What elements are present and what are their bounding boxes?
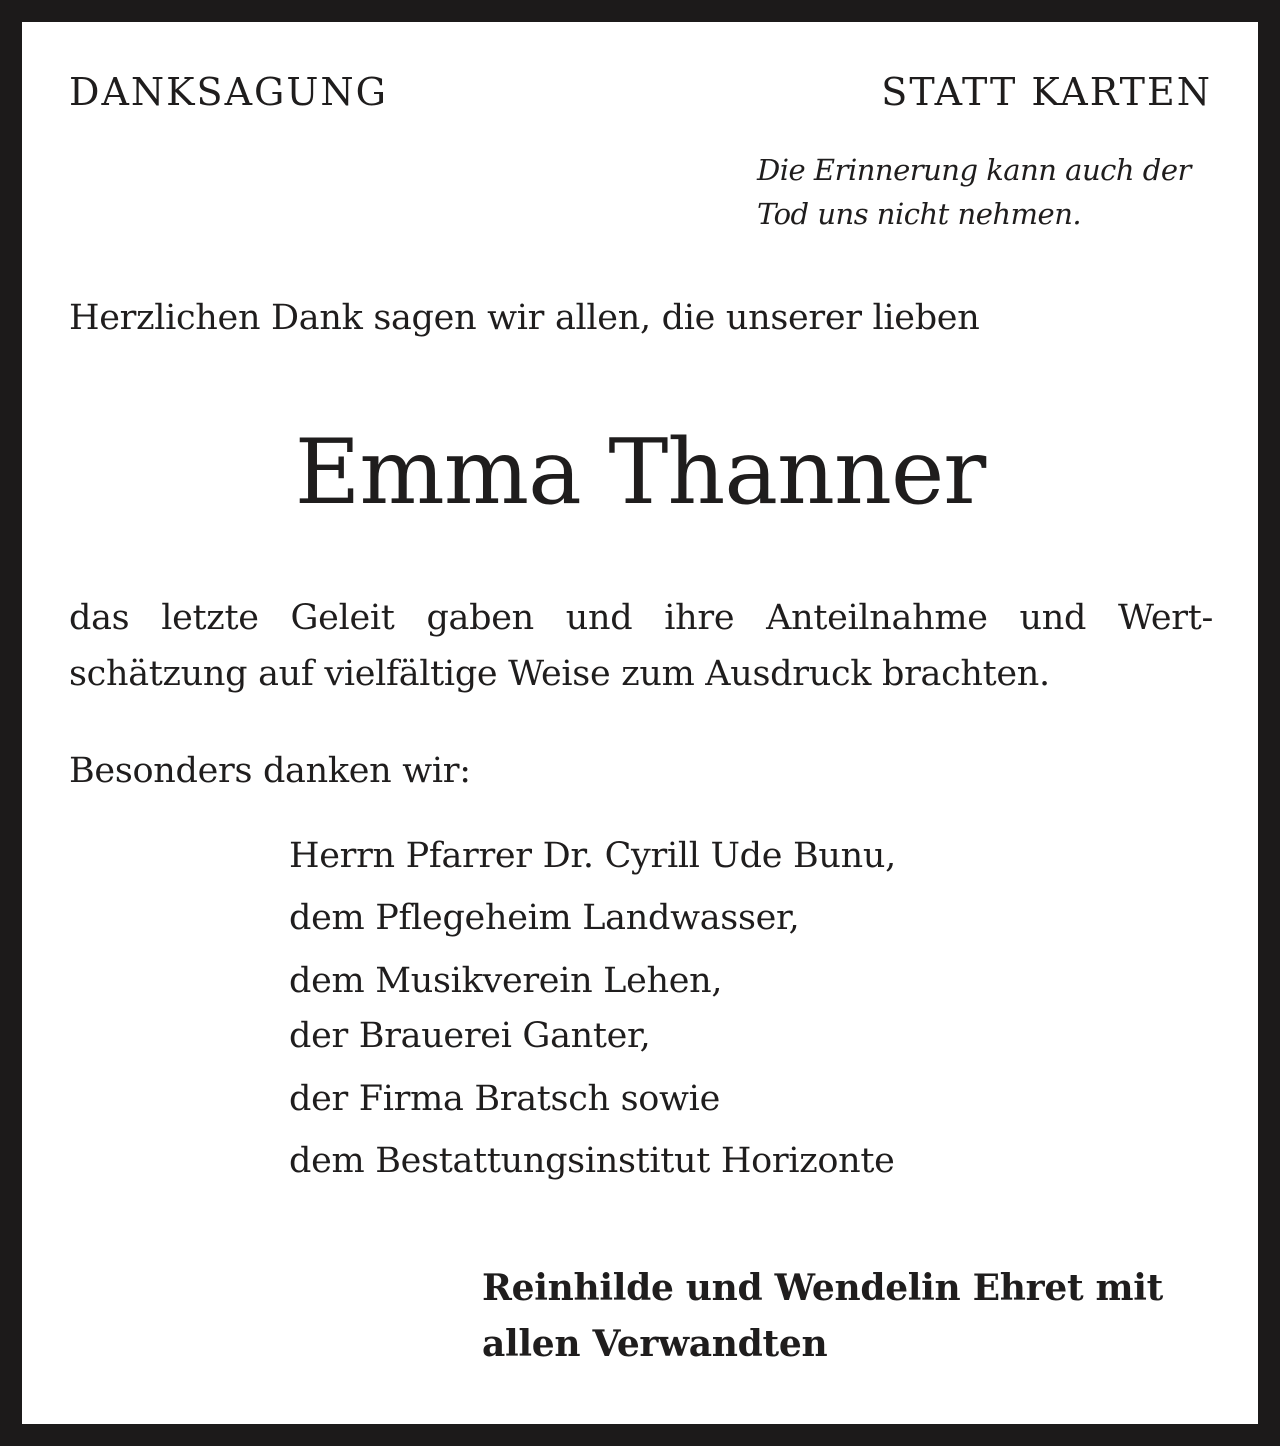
thanks-heading: Besonders danken wir:: [69, 751, 471, 791]
quote-line-1: Die Erinnerung kann auch der: [757, 153, 1191, 187]
paragraph-line-1: das letzte Geleit gaben und ihre Anteilnahme und Wert-: [69, 598, 1213, 638]
signature-line-2: allen Verwandten: [482, 1323, 828, 1365]
thanks-list-item: dem Bestattungsinstitut Horizonte: [289, 1141, 895, 1181]
thanks-list-item: der Firma Bratsch sowie: [289, 1079, 720, 1119]
header-danksagung: DANKSAGUNG: [69, 70, 389, 114]
thanks-list-item: der Brauerei Ganter,: [289, 1016, 651, 1056]
thanks-list-item: Herrn Pfarrer Dr. Cyrill Ude Bunu,: [289, 836, 896, 876]
signature-line-1: Reinhilde und Wendelin Ehret mit: [482, 1267, 1164, 1309]
intro-text: Herzlichen Dank sagen wir allen, die unserer lieben: [69, 298, 980, 338]
header-statt-karten: STATT KARTEN: [881, 70, 1212, 114]
quote-line-2: Tod uns nicht nehmen.: [757, 197, 1082, 231]
paragraph-line-2: schätzung auf vielfältige Weise zum Ausdruck brachten.: [69, 654, 1050, 694]
thanks-list-item: dem Musikverein Lehen,: [289, 961, 723, 1001]
thanks-list-item: dem Pflegeheim Landwasser,: [289, 898, 800, 938]
deceased-name: Emma Thanner: [294, 420, 986, 525]
